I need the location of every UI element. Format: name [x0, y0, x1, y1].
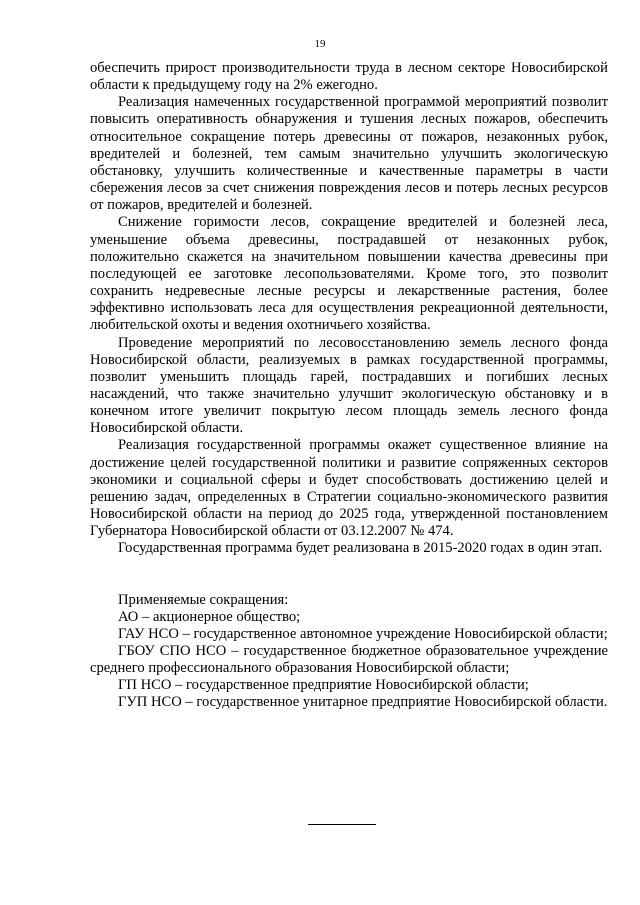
abbreviation-item: ГБОУ СПО НСО – государственное бюджетное образовательное учреждение среднего профессионального образования Новосибирской области; [90, 643, 608, 677]
abbreviations-title: Применяемые сокращения: [118, 591, 289, 608]
paragraph-reforestation: Проведение мероприятий по лесовосстановлению земель лесного фонда Новосибирской области, реализуемых в рамках государственной программы, позволит уменьшить площадь гарей, пострадавших и погибших лесных насаждений, что также значительно улучшит экологическую обстановку и в конечном итоге увеличит покрытую лесом площадь земель лесного фонда Новосибирской области. [90, 334, 608, 437]
paragraph-program-impact: Реализация государственной программы окажет существенное влияние на достижение целей государственной политики и развитие сопряженных секторов экономики и социальной сферы и будет способствовать достижению целей и решению задач, определенных в Стратегии социально-экономического развития Новосибирской области на период до 2025 года, утвержденной постановлением Губернатора Новосибирской области от 03.12.2007 № 474. [90, 437, 608, 540]
document-body [90, 60, 608, 712]
paragraph-program-period: Государственная программа будет реализована в 2015-2020 годах в один этап. [118, 540, 603, 557]
abbreviation-item: ГУП НСО – государственное унитарное предприятие Новосибирской области. [118, 694, 608, 711]
abbreviation-item: ГАУ НСО – государственное автономное учреждение Новосибирской области; [118, 625, 608, 642]
page-number: 19 [314, 38, 326, 50]
paragraph-productivity: обеспечить прирост производительности труда в лесном секторе Новосибирской области к предыдущему году на 2% ежегодно. [90, 60, 608, 94]
abbreviations-section [90, 592, 608, 712]
abbreviation-item: ГП НСО – государственное предприятие Новосибирской области; [118, 677, 529, 694]
end-of-document-rule [308, 824, 376, 825]
paragraph-fire-reduction: Снижение горимости лесов, сокращение вредителей и болезней леса, уменьшение объема древесины, пострадавшей от незаконных рубок, положительно скажется на значительном повышении качества древесины при последующей ее заготовке лесопользователями. Кроме того, это позволит сохранить недревесные лесные ресурсы и лекарственные растения, более эффективно использовать леса для осуществления рекреационной деятельности, любительской охоты и ведения охотничьего хозяйства. [90, 214, 608, 334]
abbreviation-item: АО – акционерное общество; [118, 608, 301, 625]
paragraph-program-measures: Реализация намеченных государственной программой мероприятий позволит повысить оперативность обнаружения и тушения лесных пожаров, обеспечить относительное сокращение потерь древесины от пожаров, незаконных рубок, вредителей и болезней, тем самым значительно улучшить экологическую обстановку, улучшить количественные и качественные параметры в части сбережения лесов за счет снижения повреждения лесов и потерь лесных ресурсов от пожаров, вредителей и болезней. [90, 94, 608, 214]
